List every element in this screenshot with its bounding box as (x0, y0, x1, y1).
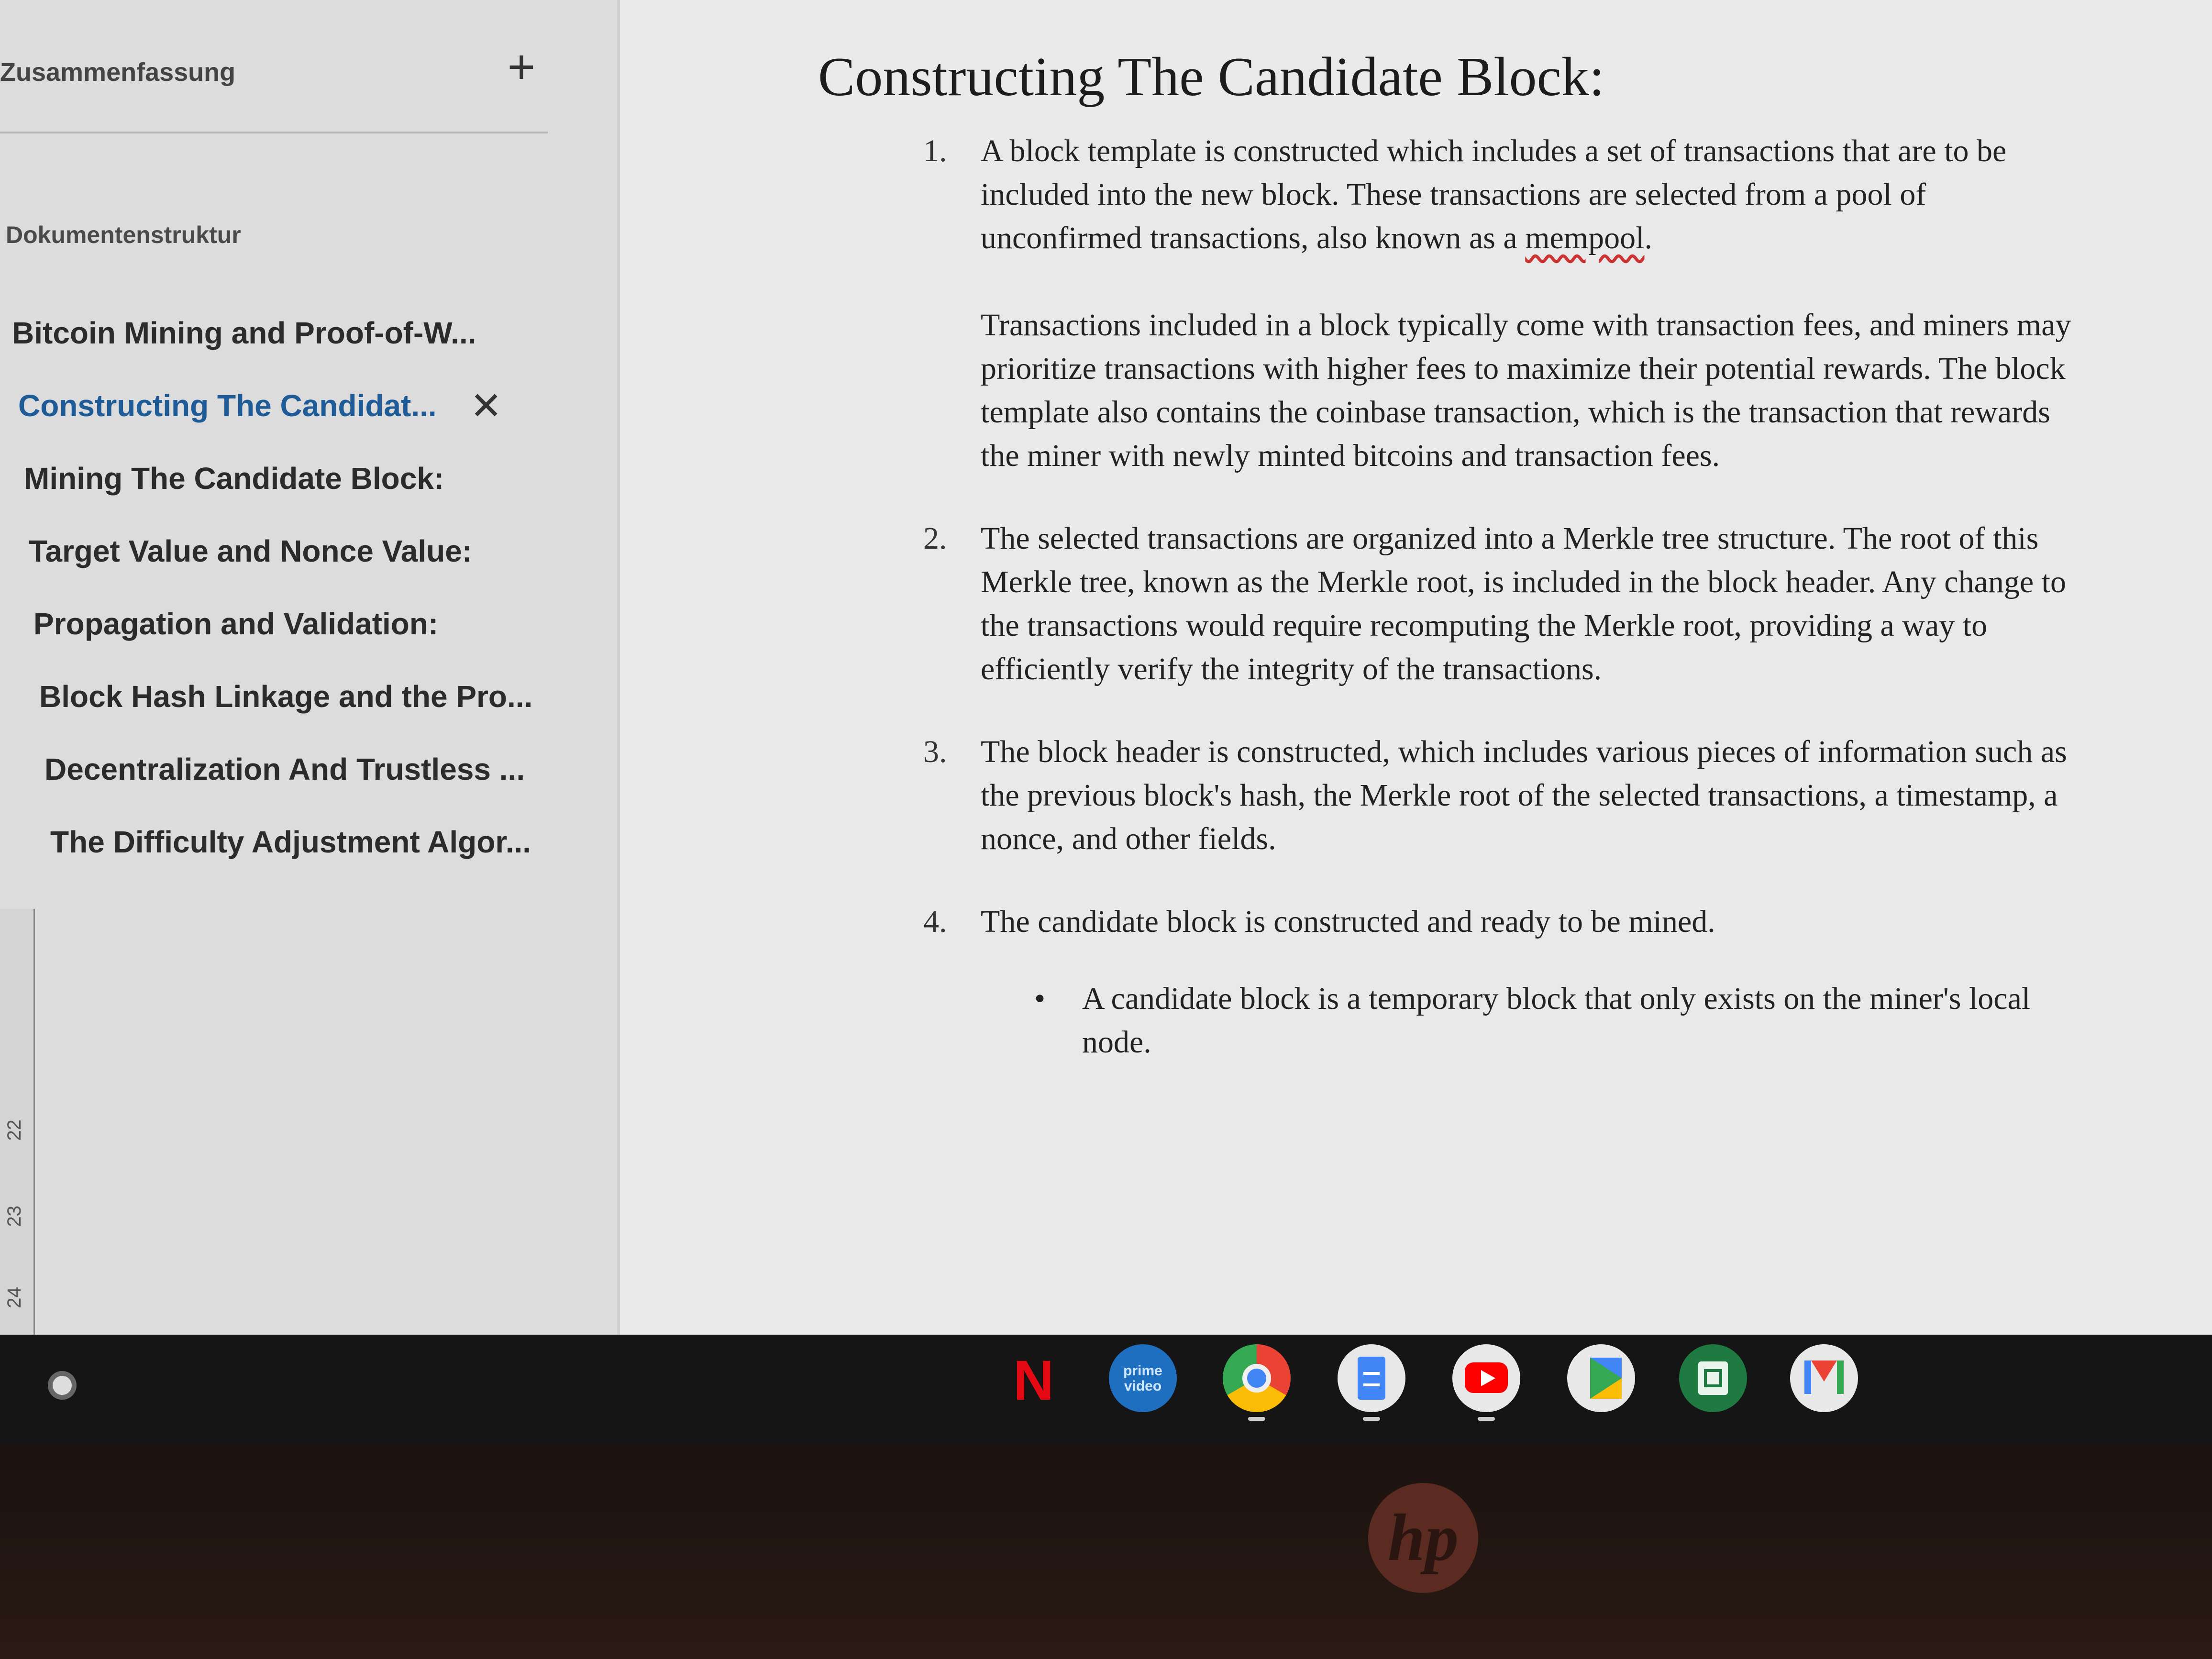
google-play-icon[interactable] (1567, 1344, 1635, 1412)
outline-item-label: Block Hash Linkage and the Pro... (39, 679, 533, 714)
list-item (923, 900, 2090, 1064)
outline-item-mining-candidate-block[interactable] (0, 442, 593, 515)
vertical-ruler[interactable] (0, 909, 35, 1335)
laptop-bezel (0, 1445, 2212, 1659)
gmail-v-icon (1811, 1360, 1837, 1382)
list-item-text: A block template is constructed which includes a set of transactions that are to be included into the new block. These transactions are selected from a pool of unconfirmed transactions, also known as a mempool. (981, 133, 2007, 255)
list-item (923, 129, 2090, 477)
bullet-dot-icon: • (1034, 981, 1046, 1016)
document-structure-label: Dokumentenstruktur (6, 221, 241, 248)
prime-video-glyph: prime video (1123, 1363, 1162, 1394)
outline-item-label: Propagation and Validation: (33, 607, 439, 641)
outline-item-difficulty-adjustment[interactable] (0, 806, 593, 878)
netflix-icon[interactable] (994, 1344, 1062, 1412)
outline-item-label: Mining The Candidate Block: (24, 461, 444, 496)
outline-item-target-value-nonce[interactable] (0, 515, 593, 587)
ruler-number: 23 (3, 1206, 25, 1227)
heading-title: Constructing The Candidate Block: (818, 46, 1605, 108)
outline-item-label: The Difficulty Adjustment Algor... (50, 825, 531, 859)
outline-item-propagation-validation[interactable] (0, 587, 593, 660)
list-number: 4. (923, 904, 947, 939)
outline-item-label: Bitcoin Mining and Proof-of-W... (12, 316, 476, 350)
hp-logo: hp (1368, 1483, 1478, 1593)
google-docs-icon[interactable] (1338, 1344, 1405, 1412)
list-item-paragraph: Transactions included in a block typically come with transaction fees, and miners may prioritize transactions with higher fees to maximize their potential rewards. The block template also contains the coinbase transaction, which is the transaction that rewards the miner with newly minted bitcoins and transaction fees. (981, 308, 2071, 473)
youtube-triangle-icon (1481, 1370, 1495, 1386)
list-item-text: The candidate block is constructed and ready to be mined. (981, 904, 1715, 939)
summary-divider (0, 132, 548, 133)
bullet-item (1034, 977, 2090, 1064)
running-indicator (1478, 1417, 1495, 1421)
chromeos-shelf (0, 1335, 2212, 1445)
numbered-list (923, 129, 2090, 1103)
play-triangle-icon (1590, 1358, 1622, 1399)
outline-item-decentralization[interactable] (0, 733, 593, 806)
outline-item-constructing-candidate-block[interactable] (0, 369, 593, 442)
chrome-center-icon (1242, 1364, 1271, 1393)
outline-item-bitcoin-mining[interactable] (0, 297, 593, 369)
ruler-number: 22 (3, 1119, 25, 1141)
youtube-icon[interactable] (1452, 1344, 1520, 1412)
list-item (923, 730, 2090, 861)
list-item-text: The selected transactions are organized into a Merkle tree structure. The root of this Merkle tree, known as the Merkle root, is included in the block header. Any change to the transactions would require recomputing the Merkle root, providing a way to efficiently verify the integrity of the transactions. (981, 521, 2067, 686)
document-page[interactable] (622, 0, 2212, 1335)
list-number: 3. (923, 734, 947, 769)
list-number: 2. (923, 521, 947, 556)
list-item-text: The block header is constructed, which includes various pieces of information such as the previous block's hash, the Merkle root of the selected transactions, a timestamp, a nonce, and other fields. (981, 734, 2067, 856)
running-indicator (1248, 1417, 1265, 1421)
chrome-icon[interactable] (1223, 1344, 1291, 1412)
sheets-cells-icon (1704, 1369, 1722, 1387)
ruler-number: 24 (3, 1287, 25, 1308)
document-outline-sidebar (0, 0, 620, 1335)
outline-item-label: Constructing The Candidat... (18, 388, 437, 423)
list-number: 1. (923, 133, 947, 168)
docs-lines-icon (1363, 1372, 1380, 1386)
launcher-icon[interactable] (48, 1371, 77, 1400)
outline-item-label: Decentralization And Trustless ... (44, 752, 525, 786)
summary-section (0, 40, 545, 105)
running-indicator (1363, 1417, 1380, 1421)
outline-list (0, 297, 593, 878)
mempool-misspelled-word[interactable]: mempool (1525, 221, 1645, 255)
add-summary-plus-icon[interactable]: + (507, 40, 536, 94)
remove-heading-close-icon[interactable]: ✕ (470, 384, 502, 427)
list-item (923, 517, 2090, 691)
netflix-glyph: N (1013, 1349, 1054, 1412)
gmail-icon[interactable] (1790, 1344, 1858, 1412)
prime-video-icon[interactable] (1109, 1344, 1177, 1412)
outline-item-block-hash-linkage[interactable] (0, 660, 593, 733)
outline-item-label: Target Value and Nonce Value: (29, 534, 473, 568)
summary-label: Zusammenfassung (0, 58, 236, 87)
bullet-text: A candidate block is a temporary block that only exists on the miner's local node. (1082, 981, 2031, 1060)
google-sheets-icon[interactable] (1679, 1344, 1747, 1412)
